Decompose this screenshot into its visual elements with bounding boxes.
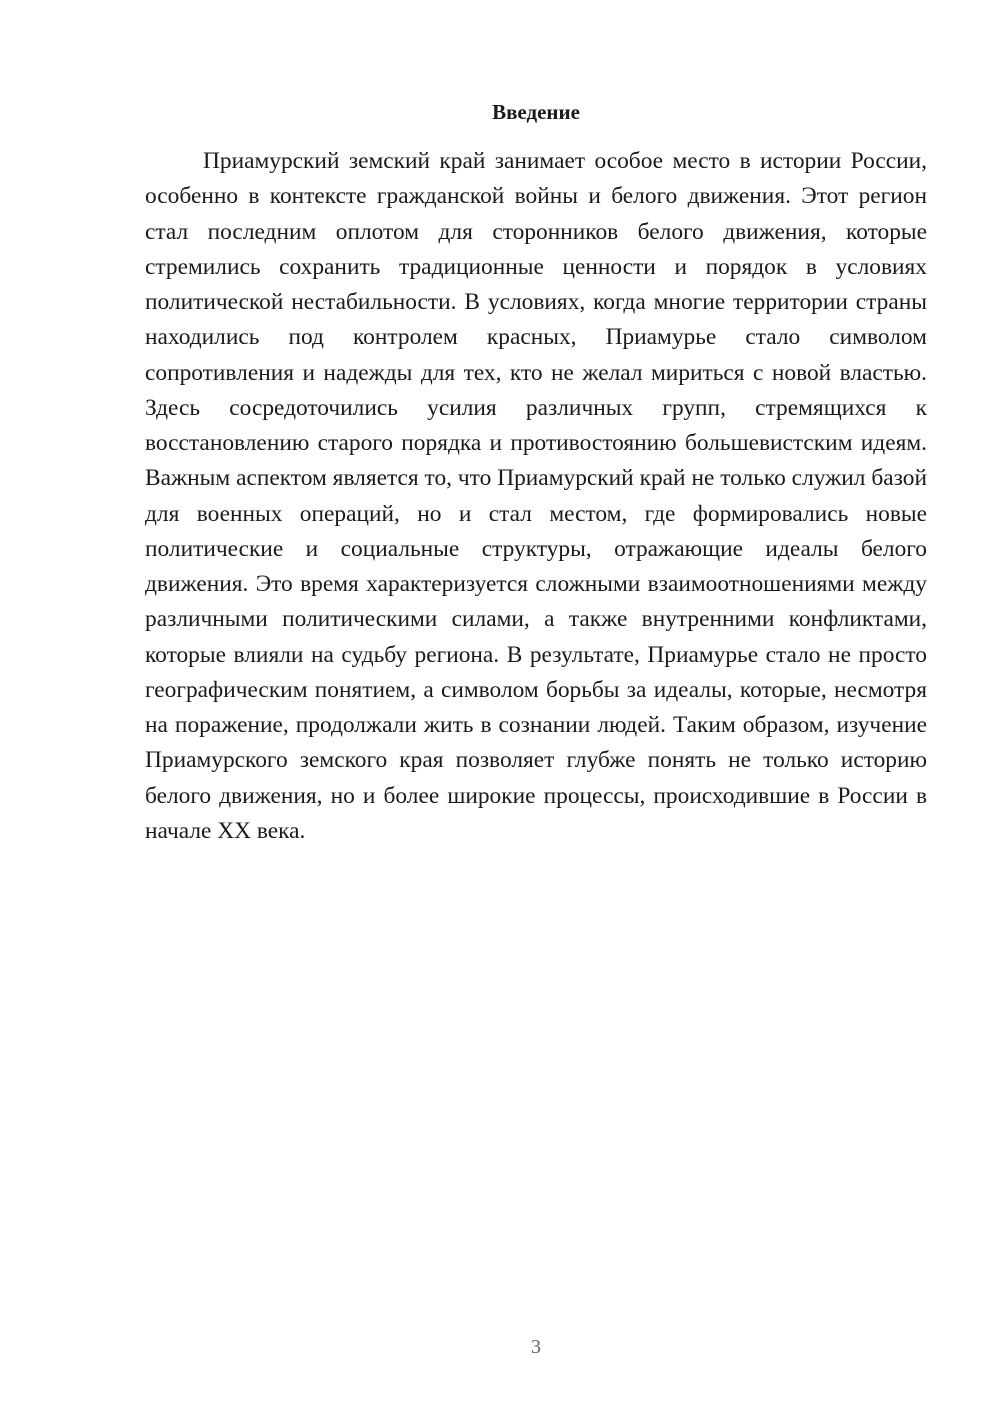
section-heading: Введение bbox=[492, 100, 580, 124]
page-number: 3 bbox=[531, 1336, 541, 1358]
body-paragraph: Приамурский земский край занимает особое место в истории России, особенно в контексте гражданской войны и белого движения. Этот регион стал последним оплотом для сторонников белого движения, которые стремились сохранить традиционные ценности и порядок в условиях политической нестабильности. В условиях, когда многие территории страны находились под контролем красных, Приамурье стало символом сопротивления и надежды для тех, кто не желал мириться с новой властью. Здесь сосредоточились усилия различных групп, стремящихся к восстановлению старого порядка и противостоянию большевистским идеям. Важным аспектом является то, что Приамурский край не только служил базой для военных операций, но и стал местом, где формировались новые политические и социальные структуры, отражающие идеалы белого движения. Это время характеризуется сложными взаимоотношениями между различными политическими силами, а также внутренними конфликтами, которые влияли на судьбу региона. В результате, Приамурье стало не просто географическим понятием, а символом борьбы за идеалы, которые, несмотря на поражение, продолжали жить в сознании людей. Таким образом, изучение Приамурского земского края позволяет глубже понять не только историю белого движения, но и более широкие процессы, происходившие в России в начале XX века. bbox=[145, 148, 927, 844]
